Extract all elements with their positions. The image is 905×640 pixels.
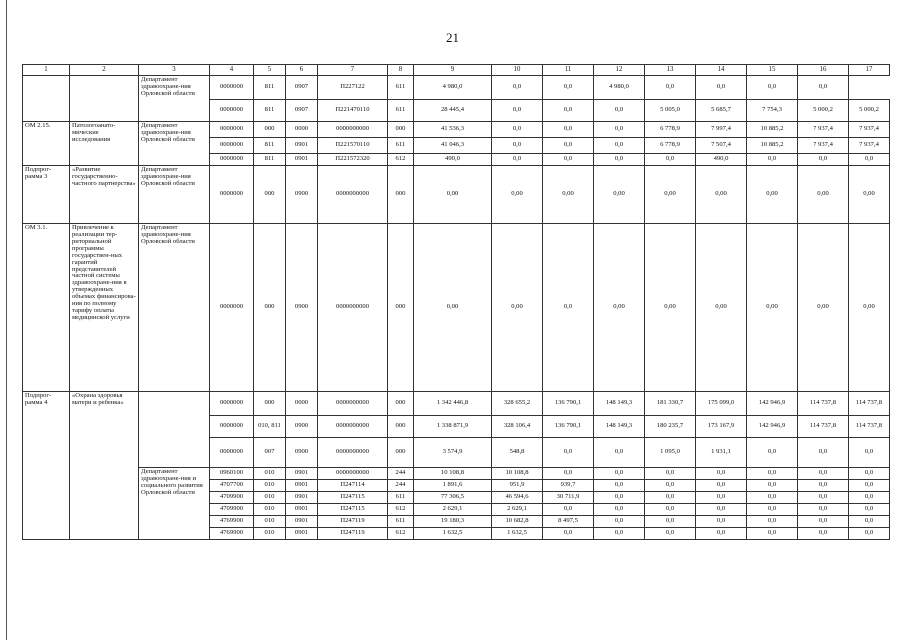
value-cell: 0000000 [210, 224, 254, 392]
value-cell: 8 497,5 [543, 516, 594, 528]
value-cell: 3 574,9 [414, 438, 492, 468]
value-cell: 0000000 [210, 138, 254, 154]
value-cell: 0,0 [798, 154, 849, 166]
value-cell: 000 [254, 122, 286, 138]
value-cell: 5 000,2 [798, 100, 849, 122]
value-cell: 0000000000 [318, 122, 388, 138]
budget-table [22, 64, 890, 540]
value-cell: 0,0 [645, 468, 696, 480]
value-cell: 0,00 [645, 166, 696, 224]
value-cell: 0,0 [798, 468, 849, 480]
value-cell: 0960100 [210, 468, 254, 480]
value-cell: 0,0 [747, 516, 798, 528]
value-cell: 0,0 [492, 76, 543, 100]
value-cell: 0000000000 [318, 166, 388, 224]
value-cell: 0,0 [747, 528, 798, 540]
value-cell: 77 306,5 [414, 492, 492, 504]
row-name-cell: Патологоанато-мические исследования [70, 122, 139, 166]
value-cell: 1 338 871,9 [414, 416, 492, 438]
value-cell: 10 885,2 [747, 122, 798, 138]
value-cell: 0,0 [594, 122, 645, 138]
value-cell: 0,00 [798, 166, 849, 224]
value-cell: 951,9 [492, 480, 543, 492]
header-cell: 1 [23, 65, 70, 76]
value-cell: 0,0 [849, 528, 890, 540]
value-cell: 0901 [286, 154, 318, 166]
value-cell: 612 [388, 528, 414, 540]
header-cell: 4 [210, 65, 254, 76]
header-cell: 2 [70, 65, 139, 76]
value-cell: 0,0 [849, 492, 890, 504]
value-cell: 000 [388, 392, 414, 416]
value-cell: 1 632,5 [492, 528, 543, 540]
value-cell: 0901 [286, 528, 318, 540]
table-row [23, 392, 890, 416]
value-cell: 0,00 [747, 166, 798, 224]
value-cell: 0901 [286, 504, 318, 516]
value-cell: 10 108,8 [414, 468, 492, 480]
value-cell: 000 [388, 438, 414, 468]
header-cell: 10 [492, 65, 543, 76]
value-cell: 0900 [286, 166, 318, 224]
value-cell: 0,0 [696, 504, 747, 516]
value-cell: 000 [254, 224, 286, 392]
row-name-cell: «Охрана здоровья матери и ребенка» [70, 392, 139, 540]
value-cell: 1 632,5 [414, 528, 492, 540]
value-cell: 0,0 [645, 480, 696, 492]
value-cell: 000 [388, 166, 414, 224]
value-cell: 148 149,3 [594, 416, 645, 438]
value-cell: 41 536,3 [414, 122, 492, 138]
value-cell: 0,0 [798, 480, 849, 492]
value-cell: 0,00 [414, 224, 492, 392]
value-cell: 0,0 [543, 528, 594, 540]
value-cell: 0000000000 [318, 224, 388, 392]
value-cell: 328 655,2 [492, 392, 543, 416]
value-cell: 4769900 [210, 516, 254, 528]
value-cell: 0,0 [645, 504, 696, 516]
row-name-cell: Привлечение к реализации тер-риториальной программы государствен-ных гарантий представителей частной системы здравоохране-ния в утвержденных объемах финансирова-ния по полному тарифу оплаты медицинской услуги [70, 224, 139, 392]
value-cell: 007 [254, 438, 286, 468]
header-cell: 15 [747, 65, 798, 76]
left-margin-line [6, 0, 7, 640]
header-cell: 9 [414, 65, 492, 76]
value-cell: 0,0 [645, 528, 696, 540]
value-cell: 0000000 [210, 100, 254, 122]
value-cell: 0000000 [210, 392, 254, 416]
value-cell: 148 149,3 [594, 392, 645, 416]
value-cell: 0,00 [645, 224, 696, 392]
value-cell: 0000000 [210, 416, 254, 438]
value-cell: 7 937,4 [849, 138, 890, 154]
value-cell: 0,00 [543, 166, 594, 224]
value-cell: 612 [388, 154, 414, 166]
header-cell: 13 [645, 65, 696, 76]
value-cell: 0901 [286, 138, 318, 154]
value-cell: П227122 [318, 76, 388, 100]
row-executor-cell: Департамент здравоохране-ния Орловской области [139, 122, 210, 166]
table-row [23, 166, 890, 224]
value-cell: 0000000000 [318, 392, 388, 416]
value-cell: 0,0 [747, 504, 798, 516]
value-cell: П247115 [318, 492, 388, 504]
value-cell: 0,0 [696, 492, 747, 504]
row-name-cell: «Развитие государственно-частного партнерства» [70, 166, 139, 224]
value-cell: 10 108,8 [492, 468, 543, 480]
value-cell: 0,0 [747, 468, 798, 480]
value-cell: 0,0 [543, 504, 594, 516]
value-cell: 611 [388, 76, 414, 100]
value-cell: 0,00 [696, 224, 747, 392]
value-cell: 0,0 [645, 76, 696, 100]
value-cell: 0,0 [696, 528, 747, 540]
value-cell: 1 095,0 [645, 438, 696, 468]
value-cell: 0,0 [543, 224, 594, 392]
value-cell: 0900 [286, 416, 318, 438]
value-cell: 0,0 [594, 492, 645, 504]
value-cell: 181 330,7 [645, 392, 696, 416]
value-cell: П247119 [318, 528, 388, 540]
value-cell: 5 685,7 [696, 100, 747, 122]
value-cell: 0,0 [849, 516, 890, 528]
value-cell: 0,0 [798, 438, 849, 468]
value-cell: 010 [254, 468, 286, 480]
value-cell: 114 737,8 [798, 392, 849, 416]
value-cell: 328 106,4 [492, 416, 543, 438]
value-cell: 0,0 [798, 516, 849, 528]
value-cell: 0,0 [543, 138, 594, 154]
value-cell: 0000000000 [318, 416, 388, 438]
value-cell: 0,0 [594, 154, 645, 166]
value-cell: 612 [388, 504, 414, 516]
value-cell: 0,0 [645, 492, 696, 504]
value-cell: 0,0 [849, 154, 890, 166]
value-cell: 0,00 [594, 224, 645, 392]
value-cell: 0000000 [210, 154, 254, 166]
value-cell: 173 167,9 [696, 416, 747, 438]
value-cell: 0,0 [492, 154, 543, 166]
row-code-cell: ОМ 2.15. [23, 122, 70, 166]
value-cell: 5 005,0 [645, 100, 696, 122]
value-cell: 000 [254, 392, 286, 416]
value-cell: 811 [254, 76, 286, 100]
value-cell: 5 000,2 [849, 100, 890, 122]
row-executor-cell: Департамент здравоохране-ния Орловской области [139, 166, 210, 224]
value-cell: 4709900 [210, 492, 254, 504]
value-cell: 4769900 [210, 528, 254, 540]
value-cell: 0000 [286, 392, 318, 416]
value-cell: 490,0 [696, 154, 747, 166]
value-cell: 10 885,2 [747, 138, 798, 154]
value-cell: 0,0 [594, 468, 645, 480]
value-cell: 0900 [286, 224, 318, 392]
value-cell: 811 [254, 100, 286, 122]
header-cell: 14 [696, 65, 747, 76]
value-cell: 0000000 [210, 166, 254, 224]
header-row [23, 65, 890, 76]
value-cell: П247115 [318, 504, 388, 516]
value-cell: 010 [254, 480, 286, 492]
value-cell: 0,0 [747, 480, 798, 492]
value-cell: 0,0 [492, 100, 543, 122]
value-cell: 0,0 [543, 100, 594, 122]
value-cell: 611 [388, 492, 414, 504]
value-cell: 000 [254, 166, 286, 224]
header-cell: 12 [594, 65, 645, 76]
row-name-cell [70, 76, 139, 122]
value-cell: 4709900 [210, 504, 254, 516]
value-cell: 0,0 [543, 122, 594, 138]
value-cell: 0,0 [543, 438, 594, 468]
value-cell: 7 754,3 [747, 100, 798, 122]
value-cell: 010 [254, 528, 286, 540]
value-cell: 000 [388, 224, 414, 392]
value-cell: 811 [254, 138, 286, 154]
value-cell: 0,00 [492, 166, 543, 224]
value-cell: 0000 [286, 122, 318, 138]
value-cell: 0000000 [210, 438, 254, 468]
value-cell: 0000000000 [318, 468, 388, 480]
value-cell: 7 507,4 [696, 138, 747, 154]
value-cell: 180 235,7 [645, 416, 696, 438]
value-cell: 010, 811 [254, 416, 286, 438]
header-cell: 16 [798, 65, 849, 76]
header-cell: 3 [139, 65, 210, 76]
value-cell: 175 099,0 [696, 392, 747, 416]
row-code-cell: Подпрог-рамма 4 [23, 392, 70, 540]
value-cell: 0,0 [747, 76, 798, 100]
value-cell: 4707700 [210, 480, 254, 492]
page-number: 21 [446, 30, 459, 45]
row-executor-cell: Департамент здравоохране-ния Орловской области [139, 224, 210, 392]
value-cell: 0907 [286, 100, 318, 122]
value-cell: 0,00 [798, 224, 849, 392]
value-cell: 0,0 [798, 528, 849, 540]
value-cell: 010 [254, 516, 286, 528]
value-cell: 611 [388, 100, 414, 122]
header-cell: 8 [388, 65, 414, 76]
value-cell: 0,0 [798, 492, 849, 504]
value-cell: 2 629,1 [492, 504, 543, 516]
value-cell: 0,0 [594, 516, 645, 528]
value-cell: 0,0 [543, 468, 594, 480]
value-cell: 0,0 [747, 492, 798, 504]
value-cell: 0,0 [594, 528, 645, 540]
value-cell: 0000000000 [318, 438, 388, 468]
value-cell: 0,0 [492, 138, 543, 154]
value-cell: 10 682,8 [492, 516, 543, 528]
header-cell: 7 [318, 65, 388, 76]
row-code-cell: Подпрог-рамма 3 [23, 166, 70, 224]
value-cell: 0907 [286, 76, 318, 100]
value-cell: 000 [388, 416, 414, 438]
value-cell: 114 737,8 [849, 392, 890, 416]
value-cell: 0901 [286, 480, 318, 492]
value-cell: 811 [254, 154, 286, 166]
value-cell: 611 [388, 516, 414, 528]
value-cell: 0000000 [210, 122, 254, 138]
value-cell: 244 [388, 480, 414, 492]
value-cell: 0,0 [645, 154, 696, 166]
value-cell: 0,0 [798, 76, 849, 100]
value-cell: 0,0 [594, 504, 645, 516]
value-cell: 0,00 [492, 224, 543, 392]
value-cell: 142 946,9 [747, 416, 798, 438]
value-cell: 1 931,1 [696, 438, 747, 468]
value-cell: 6 778,9 [645, 138, 696, 154]
value-cell: 142 946,9 [747, 392, 798, 416]
value-cell: 0,0 [747, 154, 798, 166]
row-executor-cell: Департамент здравоохране-ния Орловской области [139, 76, 210, 122]
value-cell: 7 997,4 [696, 122, 747, 138]
value-cell: 548,8 [492, 438, 543, 468]
value-cell: 41 046,3 [414, 138, 492, 154]
value-cell: 46 594,6 [492, 492, 543, 504]
value-cell: 0,00 [849, 166, 890, 224]
value-cell: П247114 [318, 480, 388, 492]
value-cell: 7 937,4 [798, 138, 849, 154]
value-cell: 0,0 [645, 516, 696, 528]
value-cell: 0901 [286, 516, 318, 528]
value-cell: 0,0 [798, 504, 849, 516]
value-cell: 0000000 [210, 76, 254, 100]
row-code-cell [23, 76, 70, 122]
value-cell: 611 [388, 138, 414, 154]
value-cell: 2 629,1 [414, 504, 492, 516]
header-cell: 6 [286, 65, 318, 76]
value-cell: 0,0 [594, 438, 645, 468]
value-cell: 0,0 [849, 438, 890, 468]
value-cell: 136 790,1 [543, 392, 594, 416]
table-row [23, 224, 890, 392]
value-cell: 0,0 [696, 516, 747, 528]
value-cell: 0901 [286, 492, 318, 504]
value-cell: 939,7 [543, 480, 594, 492]
row-executor-cell [139, 392, 210, 468]
value-cell: 0,00 [696, 166, 747, 224]
value-cell: 28 445,4 [414, 100, 492, 122]
value-cell: 0,0 [594, 480, 645, 492]
row-executor-cell: Департамент здравоохране-ния и социального развития Орловской области [139, 468, 210, 540]
value-cell: 0,0 [543, 154, 594, 166]
value-cell: 0,0 [594, 138, 645, 154]
value-cell: 114 737,8 [798, 416, 849, 438]
value-cell: 7 937,4 [849, 122, 890, 138]
value-cell: 0,0 [849, 504, 890, 516]
value-cell: П221470110 [318, 100, 388, 122]
row-code-cell: ОМ 3.1. [23, 224, 70, 392]
value-cell: 7 937,4 [798, 122, 849, 138]
value-cell: П221572320 [318, 154, 388, 166]
value-cell: 1 891,6 [414, 480, 492, 492]
value-cell: 000 [388, 122, 414, 138]
value-cell: 0,0 [696, 468, 747, 480]
value-cell: 0,00 [849, 224, 890, 392]
value-cell: П247119 [318, 516, 388, 528]
value-cell: 0,0 [696, 76, 747, 100]
value-cell: 0,00 [594, 166, 645, 224]
value-cell: 0,0 [747, 438, 798, 468]
table-row [23, 76, 890, 100]
value-cell: 0,0 [594, 100, 645, 122]
value-cell: 0,0 [849, 468, 890, 480]
table-row [23, 468, 890, 480]
table-row [23, 122, 890, 138]
value-cell: 0,00 [747, 224, 798, 392]
value-cell: 0,0 [696, 480, 747, 492]
value-cell: 0901 [286, 468, 318, 480]
value-cell: 114 737,8 [849, 416, 890, 438]
value-cell: 0900 [286, 438, 318, 468]
value-cell: 0,0 [543, 76, 594, 100]
value-cell: 0,0 [492, 122, 543, 138]
header-cell: 5 [254, 65, 286, 76]
value-cell: 0,0 [849, 480, 890, 492]
value-cell: 136 790,1 [543, 416, 594, 438]
value-cell: П221570110 [318, 138, 388, 154]
header-cell: 11 [543, 65, 594, 76]
value-cell: 010 [254, 492, 286, 504]
value-cell: 010 [254, 504, 286, 516]
value-cell: 19 180,3 [414, 516, 492, 528]
value-cell: 6 778,9 [645, 122, 696, 138]
value-cell: 30 711,9 [543, 492, 594, 504]
value-cell: 244 [388, 468, 414, 480]
value-cell: 490,0 [414, 154, 492, 166]
value-cell: 0,00 [414, 166, 492, 224]
value-cell: 1 342 446,8 [414, 392, 492, 416]
value-cell: 4 980,0 [594, 76, 645, 100]
value-cell: 4 980,0 [414, 76, 492, 100]
header-cell: 17 [849, 65, 890, 76]
